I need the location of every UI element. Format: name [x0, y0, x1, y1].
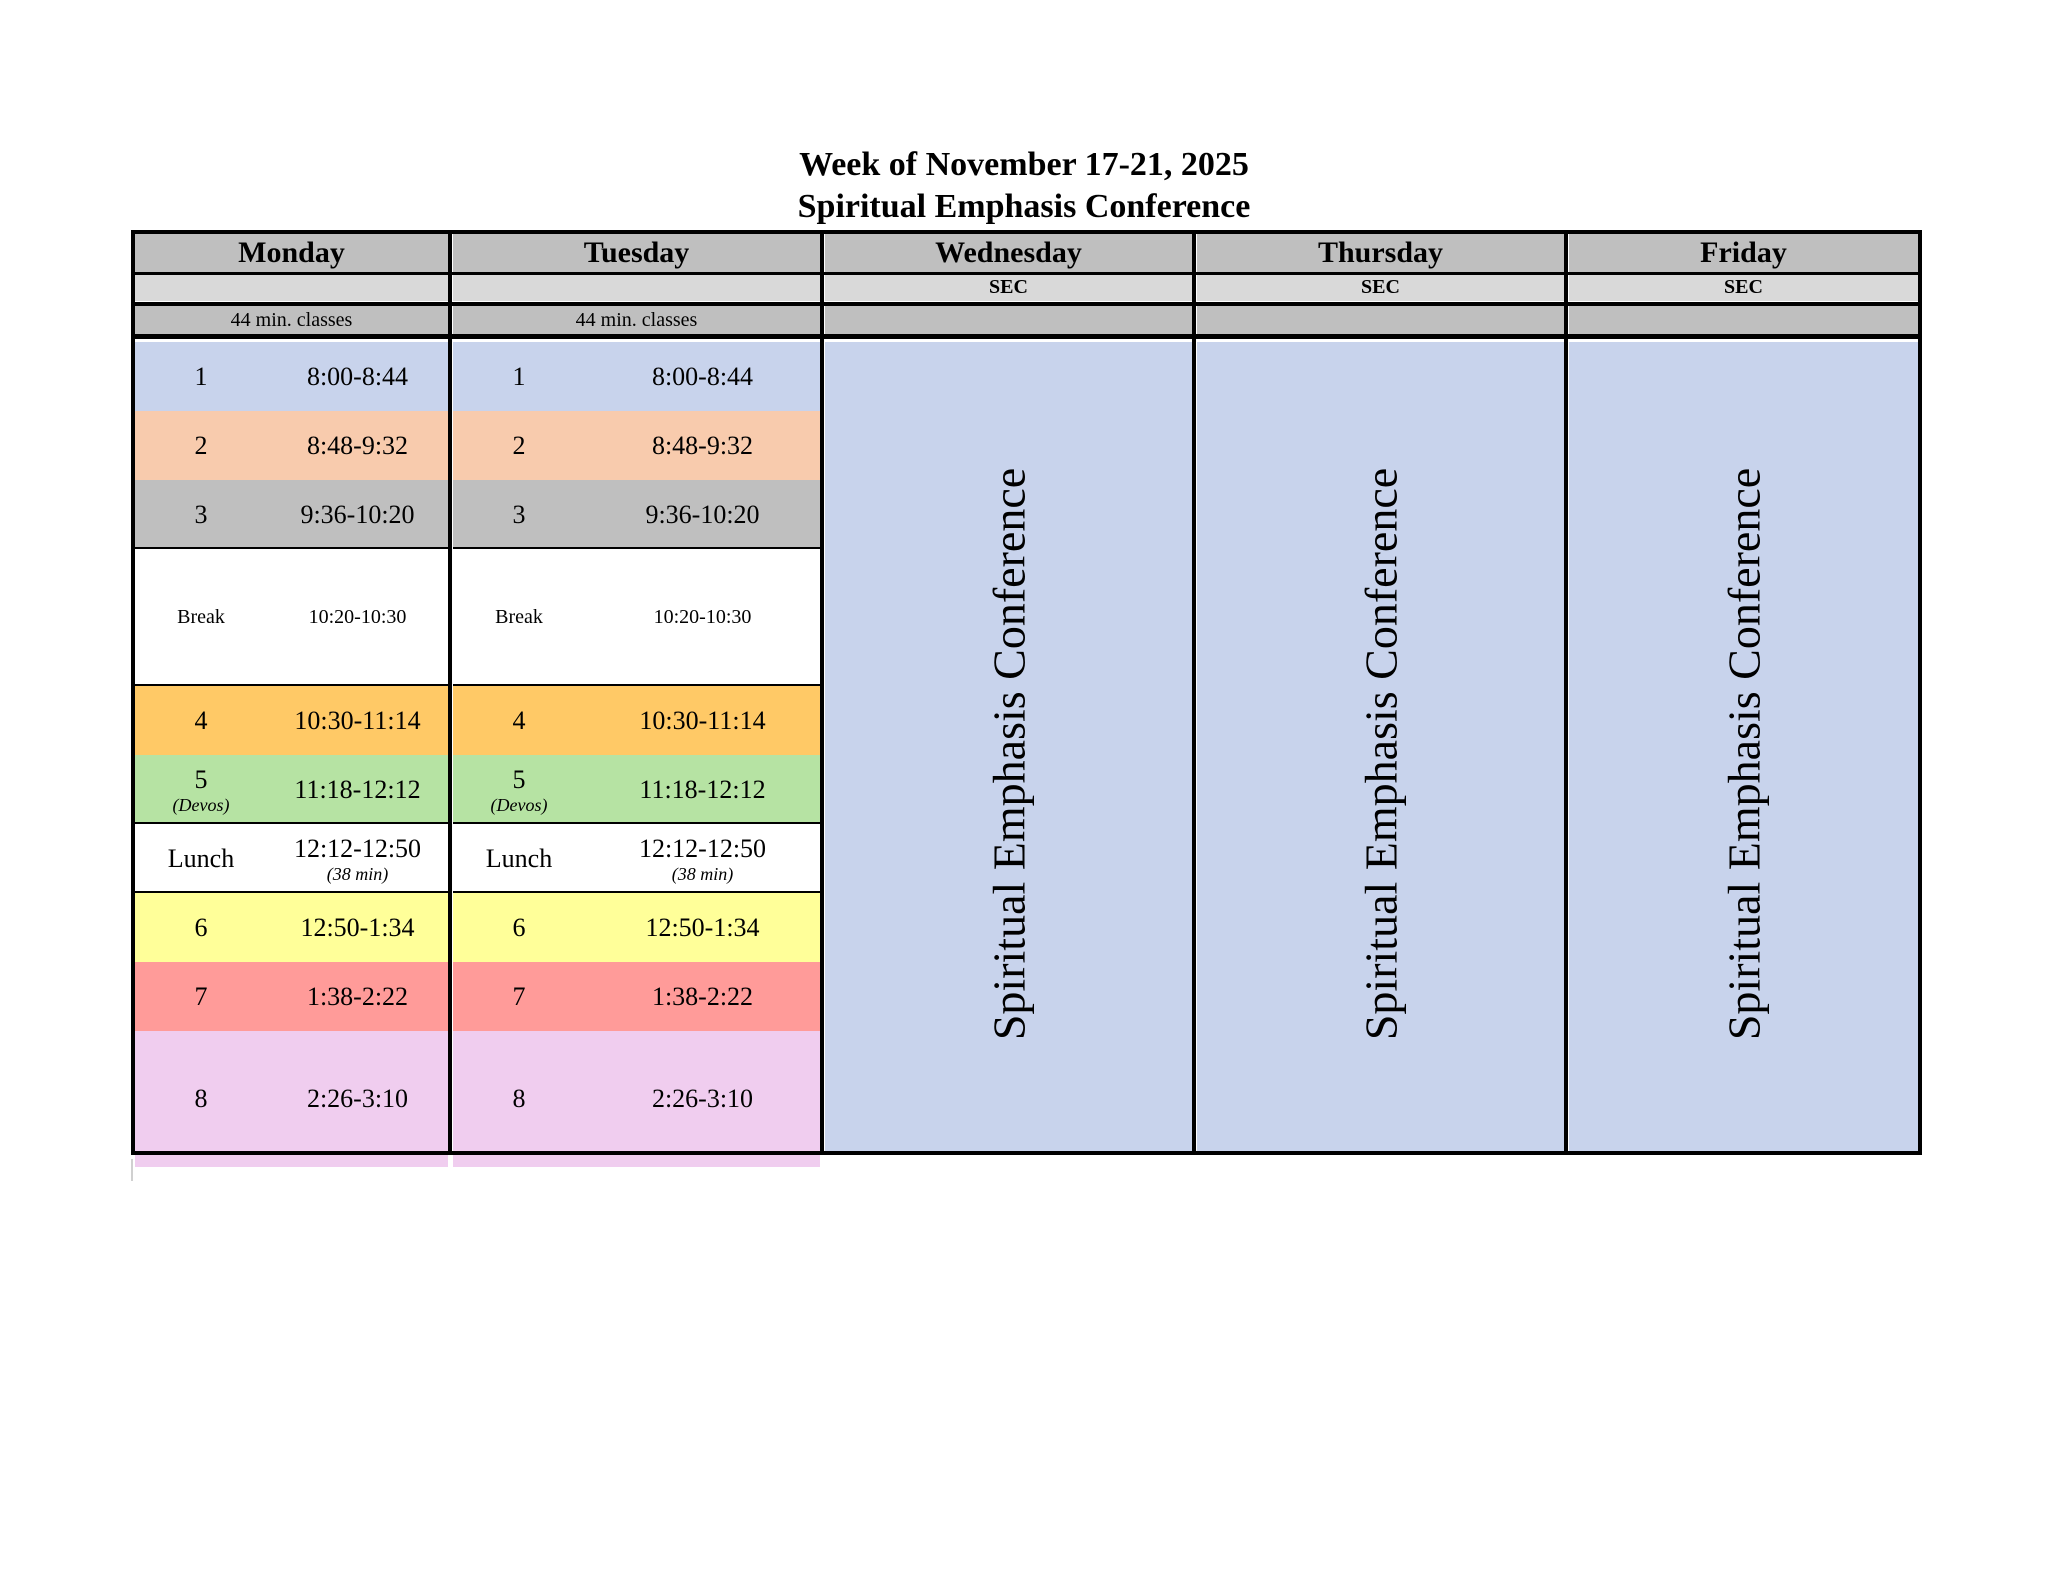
period-number: 7: [194, 981, 208, 1011]
time-range: 10:20-10:30: [308, 606, 407, 628]
event-block-friday: [1569, 342, 1918, 1151]
period-number: 8: [194, 1084, 208, 1113]
time-range: 12:12-12:50: [293, 833, 422, 863]
time-range: 2:26-3:10: [651, 1084, 754, 1113]
period-row: [135, 411, 448, 480]
period-number: 1: [194, 361, 208, 391]
sec-cell-monday: [135, 275, 448, 301]
period-number: 6: [512, 912, 526, 942]
period-row: [135, 549, 448, 686]
period-label: [453, 755, 585, 824]
period-row: [453, 411, 820, 480]
period-time: [585, 1031, 820, 1167]
period-time: [585, 962, 820, 1031]
period-label: [453, 480, 585, 549]
period-time: [585, 342, 820, 411]
period-row: [135, 1031, 448, 1167]
time-range: 2:26-3:10: [306, 1084, 409, 1113]
column-wednesday: [825, 230, 1192, 1155]
period-number: 2: [512, 430, 526, 460]
column-monday: [135, 230, 448, 1155]
period-label: [453, 893, 585, 962]
column-thursday: [1197, 230, 1564, 1155]
time-note: (38 min): [671, 863, 734, 884]
period-number: 2: [194, 430, 208, 460]
period-time: [267, 411, 448, 480]
header-divider: [131, 334, 1922, 339]
period-row: [135, 686, 448, 755]
period-time: [267, 755, 448, 824]
period-label: [453, 342, 585, 411]
sec-cell-wednesday: SEC: [825, 275, 1192, 301]
period-time: [585, 686, 820, 755]
period-label: [135, 411, 267, 480]
period-row: [453, 480, 820, 549]
period-time: [267, 686, 448, 755]
header-divider: [131, 302, 1922, 306]
time-range: 1:38-2:22: [306, 981, 409, 1011]
period-row: [135, 962, 448, 1031]
period-number: Lunch: [485, 843, 553, 873]
time-range: 8:00-8:44: [306, 361, 409, 391]
time-range: 11:18-12:12: [294, 774, 421, 804]
period-label: [135, 549, 267, 686]
period-row: [453, 824, 820, 893]
period-number: 5: [512, 764, 526, 794]
weekly-schedule-table: [131, 230, 1922, 1155]
time-range: 9:36-10:20: [300, 499, 415, 529]
period-label: [135, 824, 267, 893]
period-row: [453, 686, 820, 755]
period-time: [585, 549, 820, 686]
event-label-wednesday: Spiritual Emphasis Conference: [983, 467, 1034, 1041]
period-label: [453, 686, 585, 755]
period-number: 5: [194, 764, 208, 794]
period-time: [585, 824, 820, 893]
margin-marker: [131, 1159, 133, 1181]
sec-cell-tuesday: [453, 275, 820, 301]
sec-cell-thursday: SEC: [1197, 275, 1564, 301]
title-week: Week of November 17-21, 2025: [799, 146, 1249, 183]
period-number: 3: [512, 499, 526, 529]
period-number: 1: [512, 361, 526, 391]
time-range: 8:00-8:44: [651, 361, 754, 391]
period-row: [453, 962, 820, 1031]
event-block-thursday: [1197, 342, 1564, 1151]
period-label: [135, 962, 267, 1031]
day-header-monday: Monday: [135, 234, 448, 272]
period-time: [585, 893, 820, 962]
period-time: [267, 824, 448, 893]
period-row: [453, 549, 820, 686]
period-label: [135, 480, 267, 549]
time-range: 8:48-9:32: [651, 430, 754, 460]
period-time: [585, 411, 820, 480]
period-time: [267, 962, 448, 1031]
period-row: [135, 824, 448, 893]
period-number: 4: [194, 705, 208, 735]
period-label: [453, 1031, 585, 1167]
classes-note-wednesday: [825, 306, 1192, 334]
column-divider: [820, 230, 824, 1155]
period-row: [135, 893, 448, 962]
period-time: [267, 480, 448, 549]
column-divider: [131, 230, 135, 1155]
period-number: 4: [512, 705, 526, 735]
period-time: [585, 480, 820, 549]
day-header-wednesday: Wednesday: [825, 234, 1192, 272]
day-header-thursday: Thursday: [1197, 234, 1564, 272]
time-range: 9:36-10:20: [645, 499, 760, 529]
period-time: [267, 342, 448, 411]
classes-note-thursday: [1197, 306, 1564, 334]
period-label: [135, 755, 267, 824]
period-time: [585, 755, 820, 824]
time-range: 10:30-11:14: [639, 705, 766, 735]
title-event: Spiritual Emphasis Conference: [797, 188, 1251, 225]
time-range: 10:30-11:14: [294, 705, 421, 735]
period-label: [453, 824, 585, 893]
time-range: 8:48-9:32: [306, 430, 409, 460]
time-range: 12:50-1:34: [645, 912, 760, 942]
period-number: 3: [194, 499, 208, 529]
period-label: [135, 893, 267, 962]
column-divider: [1918, 230, 1922, 1155]
classes-note-friday: [1569, 306, 1918, 334]
period-note: (Devos): [172, 794, 230, 815]
time-range: 11:18-12:12: [639, 774, 766, 804]
period-label: [135, 686, 267, 755]
classes-note-tuesday: 44 min. classes: [453, 306, 820, 334]
period-row: [453, 342, 820, 411]
column-friday: [1569, 230, 1918, 1155]
sec-cell-friday: SEC: [1569, 275, 1918, 301]
classes-note-monday: 44 min. classes: [135, 306, 448, 334]
column-tuesday: [453, 230, 820, 1155]
time-range: 1:38-2:22: [651, 981, 754, 1011]
column-divider: [1192, 230, 1196, 1155]
time-range: 12:50-1:34: [300, 912, 415, 942]
period-label: [453, 549, 585, 686]
event-label-thursday: Spiritual Emphasis Conference: [1355, 467, 1406, 1041]
period-number: 6: [194, 912, 208, 942]
day-header-friday: Friday: [1569, 234, 1918, 272]
time-note: (38 min): [326, 863, 389, 884]
table-border-bottom: [131, 1151, 1922, 1155]
period-number: Lunch: [167, 843, 235, 873]
period-rows-monday: [135, 342, 448, 1151]
event-label-friday: Spiritual Emphasis Conference: [1718, 467, 1769, 1041]
period-number: 7: [512, 981, 526, 1011]
period-note: (Devos): [490, 794, 548, 815]
period-row: [135, 755, 448, 824]
period-row: [453, 1031, 820, 1167]
table-border-top: [131, 230, 1922, 234]
column-divider: [448, 230, 452, 1155]
event-block-wednesday: [825, 342, 1192, 1151]
period-row: [453, 755, 820, 824]
period-label: [453, 411, 585, 480]
period-rows-tuesday: [453, 342, 820, 1151]
day-header-tuesday: Tuesday: [453, 234, 820, 272]
time-range: 10:20-10:30: [653, 606, 752, 628]
period-row: [453, 893, 820, 962]
header-divider: [131, 272, 1922, 275]
period-row: [135, 480, 448, 549]
period-time: [267, 1031, 448, 1167]
period-time: [267, 893, 448, 962]
time-range: 12:12-12:50: [638, 833, 767, 863]
period-time: [267, 549, 448, 686]
period-number: Break: [495, 606, 543, 628]
period-row: [135, 342, 448, 411]
period-label: [135, 342, 267, 411]
period-number: Break: [177, 606, 225, 628]
schedule-title: [0, 144, 2048, 228]
period-label: [453, 962, 585, 1031]
column-divider: [1564, 230, 1568, 1155]
period-number: 8: [512, 1084, 526, 1113]
period-label: [135, 1031, 267, 1167]
